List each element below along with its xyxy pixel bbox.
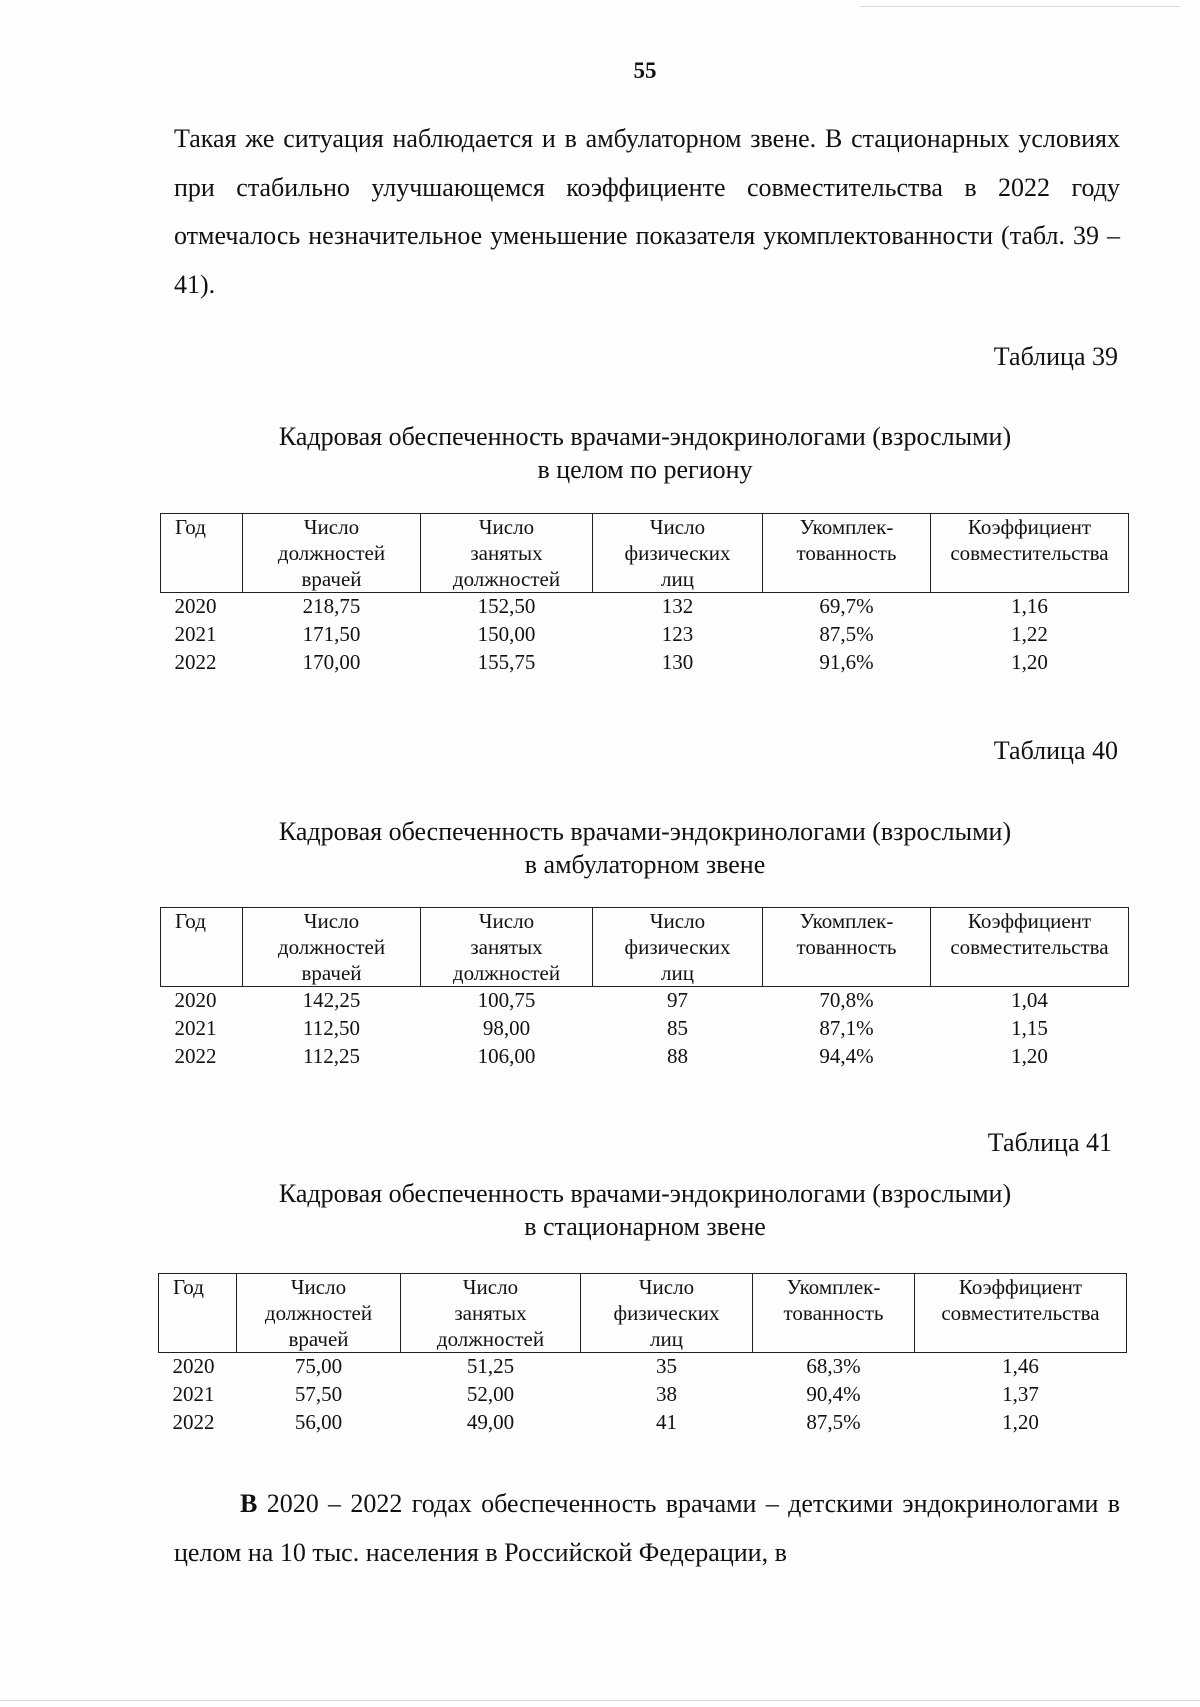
cell-occupied: 51,25 bbox=[466, 1354, 515, 1378]
cell-positions: 112,50 bbox=[303, 1016, 360, 1040]
cell-staffing: 87,1% bbox=[819, 1016, 874, 1040]
cell-coefficient: 1,37 bbox=[1002, 1382, 1039, 1406]
header-persons: Число физических лиц bbox=[593, 908, 763, 987]
header-occupied: Число занятых должностей bbox=[421, 908, 593, 987]
cell-staffing: 87,5% bbox=[819, 622, 874, 646]
table-header-row bbox=[161, 514, 1129, 593]
table-39-label: Таблица 39 bbox=[993, 342, 1118, 371]
cell-year: 2021 bbox=[172, 1382, 215, 1406]
cell-year: 2022 bbox=[174, 650, 217, 674]
cell-occupied: 98,00 bbox=[482, 1016, 531, 1040]
header-occupied: Число занятых должностей bbox=[401, 1274, 581, 1353]
table-row bbox=[159, 1381, 1127, 1409]
table-title-line2: в амбулаторном звене bbox=[524, 850, 766, 879]
cell-positions: 56,00 bbox=[294, 1410, 343, 1434]
cell-year: 2022 bbox=[172, 1410, 215, 1434]
cell-persons: 97 bbox=[667, 988, 688, 1012]
cell-positions: 112,25 bbox=[303, 1044, 360, 1068]
header-positions: Число должностей врачей bbox=[243, 908, 421, 987]
cell-year: 2020 bbox=[174, 988, 217, 1012]
cell-persons: 41 bbox=[656, 1410, 677, 1434]
cell-occupied: 49,00 bbox=[466, 1410, 515, 1434]
table-header-row bbox=[159, 1274, 1127, 1353]
header-coefficient: Коэффициент совместительства bbox=[931, 908, 1129, 987]
cell-positions: 218,75 bbox=[302, 594, 361, 618]
table-40 bbox=[160, 907, 1129, 1071]
table-row bbox=[161, 987, 1129, 1016]
cell-coefficient: 1,46 bbox=[1002, 1354, 1039, 1378]
table-title-line1: Кадровая обеспеченность врачами-эндокринологами (взрослыми) bbox=[278, 817, 1012, 846]
cell-staffing: 91,6% bbox=[819, 650, 874, 674]
cell-occupied: 52,00 bbox=[466, 1382, 515, 1406]
cell-coefficient: 1,16 bbox=[1011, 594, 1048, 618]
table-row bbox=[161, 593, 1129, 622]
table-row bbox=[161, 1043, 1129, 1071]
header-coefficient: Коэффициент совместительства bbox=[915, 1274, 1127, 1353]
header-positions: Число должностей врачей bbox=[243, 514, 421, 593]
cell-positions: 142,25 bbox=[302, 988, 361, 1012]
cell-positions: 171,50 bbox=[302, 622, 361, 646]
header-positions: Число должностей врачей bbox=[237, 1274, 401, 1353]
table-title-line2: в целом по региону bbox=[537, 455, 753, 484]
cell-persons: 132 bbox=[661, 594, 694, 618]
cell-positions: 57,50 bbox=[294, 1382, 343, 1406]
cell-staffing: 69,7% bbox=[819, 594, 874, 618]
header-coefficient: Коэффициент совместительства bbox=[931, 514, 1129, 593]
cell-coefficient: 1,20 bbox=[1011, 650, 1048, 674]
closing-text: 2020 – 2022 годах обеспеченность врачами – детскими эндокринологами в целом на 10 тыс. населения в Российской Федерации, в bbox=[174, 1489, 1120, 1567]
cell-staffing: 94,4% bbox=[819, 1044, 874, 1068]
closing-paragraph bbox=[174, 1480, 1120, 1577]
cell-persons: 85 bbox=[667, 1016, 688, 1040]
table-header-row bbox=[161, 908, 1129, 987]
table-40-label: Таблица 40 bbox=[993, 736, 1118, 765]
cell-persons: 130 bbox=[661, 650, 694, 674]
cell-persons: 123 bbox=[661, 622, 694, 646]
cell-coefficient: 1,20 bbox=[1011, 1044, 1048, 1068]
cell-staffing: 90,4% bbox=[806, 1382, 861, 1406]
header-staffing: Укомплек- тованность bbox=[763, 908, 931, 987]
table-39 bbox=[160, 513, 1129, 677]
header-occupied: Число занятых должностей bbox=[421, 514, 593, 593]
table-title-line1: Кадровая обеспеченность врачами-эндокринологами (взрослыми) bbox=[278, 422, 1012, 451]
cell-persons: 88 bbox=[667, 1044, 688, 1068]
header-persons: Число физических лиц bbox=[593, 514, 763, 593]
table-40-title bbox=[200, 815, 1090, 881]
cell-coefficient: 1,15 bbox=[1011, 1016, 1048, 1040]
cell-year: 2021 bbox=[174, 1016, 217, 1040]
table-title-line1: Кадровая обеспеченность врачами-эндокринологами (взрослыми) bbox=[278, 1179, 1012, 1208]
table-row bbox=[161, 621, 1129, 649]
header-year: Год bbox=[161, 514, 243, 593]
cell-coefficient: 1,20 bbox=[1002, 1410, 1039, 1434]
page-number: 55 bbox=[633, 58, 657, 83]
cell-occupied: 152,50 bbox=[477, 594, 536, 618]
table-row bbox=[159, 1409, 1127, 1437]
header-staffing: Укомплек- тованность bbox=[753, 1274, 915, 1353]
cell-staffing: 70,8% bbox=[819, 988, 874, 1012]
cell-staffing: 87,5% bbox=[806, 1410, 861, 1434]
header-persons: Число физических лиц bbox=[581, 1274, 753, 1353]
table-title-line2: в стационарном звене bbox=[524, 1212, 766, 1241]
cell-year: 2020 bbox=[172, 1354, 215, 1378]
header-year: Год bbox=[161, 908, 243, 987]
header-staffing: Укомплек- тованность bbox=[763, 514, 931, 593]
cell-staffing: 68,3% bbox=[806, 1354, 861, 1378]
scan-edge-top bbox=[860, 6, 1180, 7]
cell-coefficient: 1,22 bbox=[1011, 622, 1048, 646]
intro-paragraph: Такая же ситуация наблюдается и в амбулаторном звене. В стационарных условиях при стабильно улучшающемся коэффициенте совместительства в 2022 году отмечалось незначительное уменьшение показателя укомплектованности (табл. 39 – 41). bbox=[174, 124, 1120, 299]
cell-year: 2021 bbox=[174, 622, 217, 646]
cell-positions: 75,00 bbox=[294, 1354, 343, 1378]
cell-persons: 35 bbox=[656, 1354, 677, 1378]
cell-occupied: 155,75 bbox=[477, 650, 536, 674]
closing-first-word: В bbox=[240, 1489, 258, 1518]
header-year: Год bbox=[159, 1274, 237, 1353]
cell-occupied: 100,75 bbox=[477, 988, 536, 1012]
table-row bbox=[161, 1015, 1129, 1043]
table-39-title bbox=[200, 420, 1090, 486]
cell-occupied: 150,00 bbox=[477, 622, 536, 646]
cell-positions: 170,00 bbox=[302, 650, 361, 674]
table-41-label: Таблица 41 bbox=[987, 1128, 1112, 1157]
table-41 bbox=[158, 1273, 1127, 1437]
table-41-title bbox=[200, 1177, 1090, 1243]
cell-occupied: 106,00 bbox=[477, 1044, 536, 1068]
cell-year: 2022 bbox=[174, 1044, 217, 1068]
table-row bbox=[159, 1353, 1127, 1382]
table-row bbox=[161, 649, 1129, 677]
cell-coefficient: 1,04 bbox=[1011, 988, 1048, 1012]
cell-year: 2020 bbox=[174, 594, 217, 618]
cell-persons: 38 bbox=[656, 1382, 677, 1406]
scan-edge-bottom bbox=[0, 1700, 1200, 1701]
